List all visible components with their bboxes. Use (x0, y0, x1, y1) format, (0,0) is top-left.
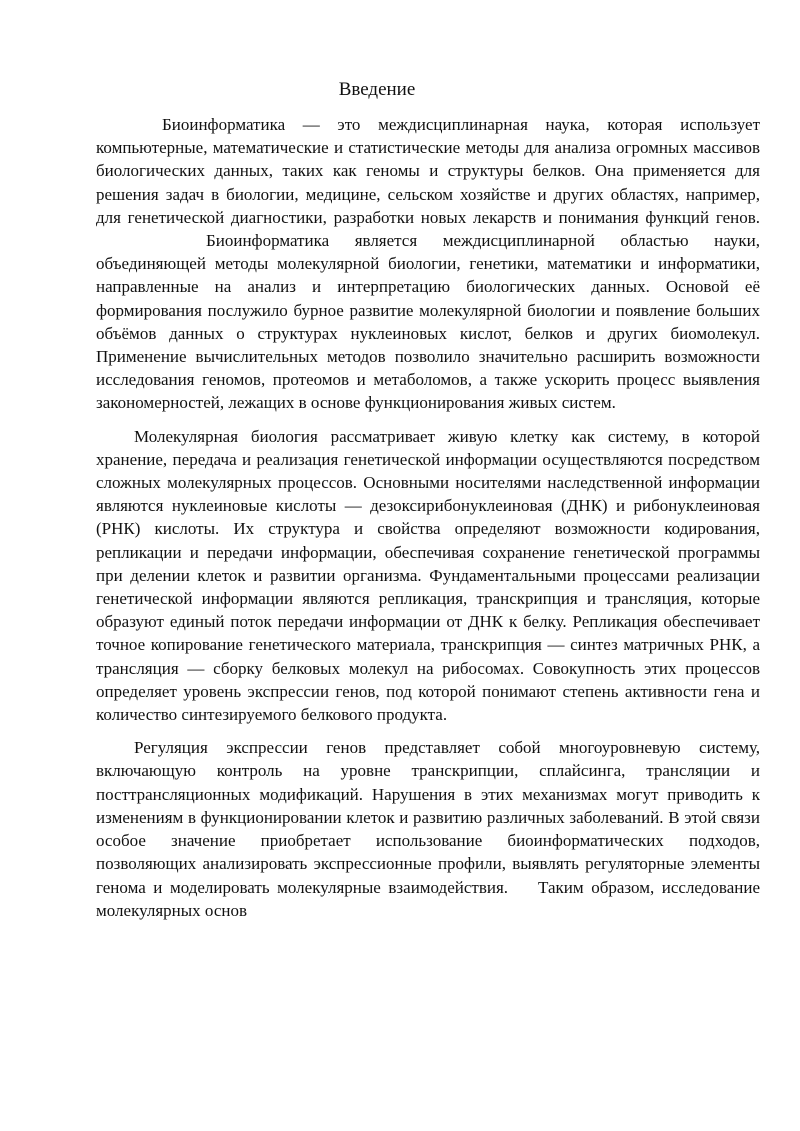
paragraph-1-part-1: Биоинформатика — это междисциплинарная наука, которая использует компьютерные, математические и статистические методы для анализа огромных массивов биологических данных, таких как геномы и структуры белков. Она применяется для решения задач в биологии, медицине, сельском хозяйстве и других областях, например, для генетической диагностики, разработки новых лекарств и понимания функций генов. (96, 115, 760, 227)
paragraph-1-part-2: Биоинформатика является междисциплинарной областью науки, объединяющей методы молекулярной биологии, генетики, математики и информатики, направленные на анализ и интерпретацию биологических данных. Основой её формирования послужило бурное развитие молекулярной биологии и появление больших объёмов данных о структурах нуклеиновых кислот, белков и других биомолекул. Применение вычислительных методов позволило значительно расширить возможности исследования геномов, протеомов и метаболомов, а также ускорить процесс выявления закономерностей, лежащих в основе функционирования живых систем. (96, 231, 760, 413)
paragraph-1 (96, 113, 760, 415)
paragraph-3-part-1: Регуляция экспрессии генов представляет собой многоуровневую систему, включающую контроль на уровне транскрипции, сплайсинга, трансляции и посттрансляционных модификаций. Нарушения в этих механизмах могут приводить к изменениям в функционировании клеток и развитию различных заболеваний. В этой связи особое значение приобретает использование биоинформатических подходов, позволяющих анализировать экспрессионные профили, выявлять регуляторные элементы генома и моделировать молекулярные взаимодействия. (96, 738, 760, 897)
paragraph-3-part-2: Таким образом, исследование молекулярных основ (96, 877, 760, 920)
page-title: Введение (338, 79, 416, 100)
paragraph-3 (96, 736, 760, 922)
paragraph-2: Молекулярная биология рассматривает живую клетку как систему, в которой хранение, передача и реализация генетической информации осуществляются посредством сложных молекулярных процессов. Основными носителями наследственной информации являются нуклеиновые кислоты — дезоксирибонуклеиновая (ДНК) и рибонуклеиновая (РНК) кислоты. Их структура и свойства определяют возможности кодирования, репликации и передачи информации, обеспечивая сохранение генетической программы при делении клеток и развитии организма. Фундаментальными процессами реализации генетической информации являются репликация, транскрипция и трансляция, которые образуют единый поток передачи информации от ДНК к белку. Репликация обеспечивает точное копирование генетического материала, транскрипция — синтез матричных РНК, а трансляция — сборку белковых молекул на рибосомах. Совокупность этих процессов определяет уровень экспрессии генов, под которой понимают степень активности гена и количество синтезируемого белкового продукта. (96, 426, 760, 725)
document-body (96, 113, 760, 922)
